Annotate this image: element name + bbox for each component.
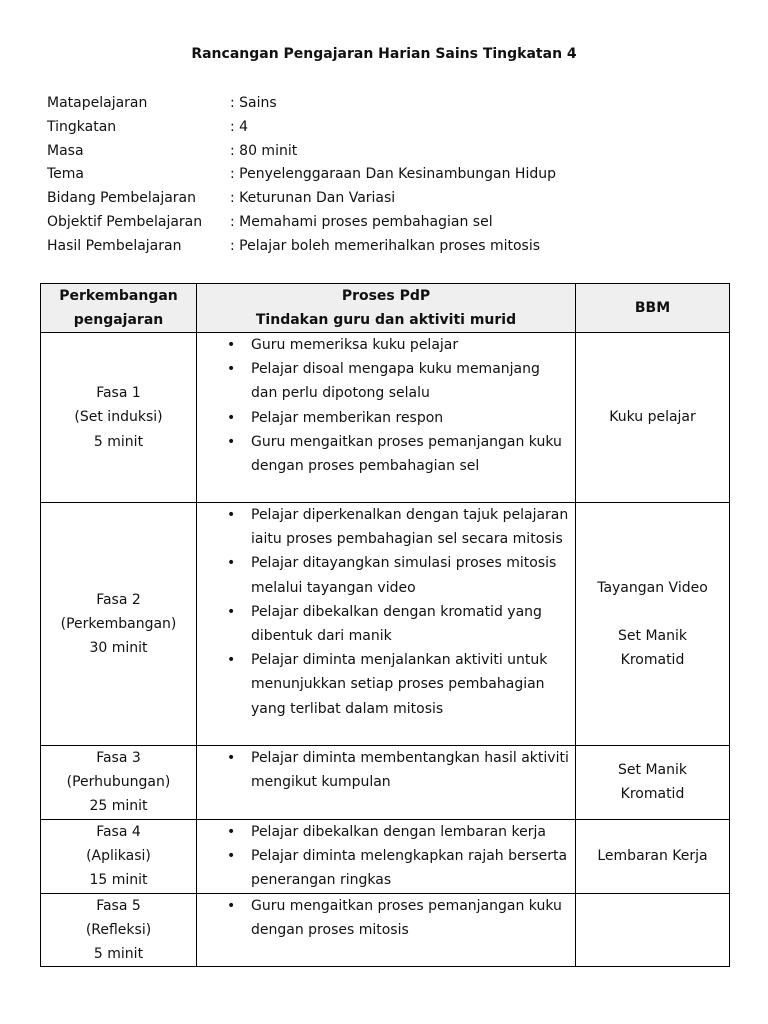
info-label: Masa bbox=[47, 142, 84, 159]
document-title: Rancangan Pengajaran Harian Sains Tingkatan 4 bbox=[191, 46, 577, 62]
bbm-text: Tayangan Video bbox=[597, 579, 708, 596]
list-item: • Pelajar diperkenalkan dengan tajuk pelajaran iaitu proses pembahagian sel secara mitosis bbox=[227, 503, 569, 551]
activities-cell bbox=[197, 893, 576, 967]
bbm-text: Set Manik bbox=[618, 627, 687, 644]
info-value: : Penyelenggaraan Dan Kesinambungan Hidup bbox=[230, 166, 556, 183]
activity-list bbox=[227, 746, 569, 794]
phase-name: Fasa 3 bbox=[96, 750, 141, 766]
phase-cell bbox=[41, 333, 197, 503]
header-process bbox=[197, 284, 576, 333]
phase-time: 15 minit bbox=[89, 872, 148, 889]
header-development bbox=[41, 284, 197, 333]
info-label: Tema bbox=[47, 166, 85, 183]
info-value: : 4 bbox=[230, 118, 249, 135]
phase-stage: (Perhubungan) bbox=[66, 774, 171, 791]
table-row bbox=[41, 819, 730, 893]
table-row bbox=[41, 893, 730, 967]
info-label: Objektif Pembelajaran bbox=[47, 213, 203, 230]
info-row-outcome bbox=[47, 235, 556, 259]
phase-stage: (Aplikasi) bbox=[86, 848, 151, 864]
list-item: • Pelajar diminta melengkapkan rajah berserta penerangan ringkas bbox=[227, 844, 569, 892]
bbm-text: Kromatid bbox=[620, 786, 685, 803]
info-value: : Pelajar boleh memerihalkan proses mitosis bbox=[230, 237, 541, 254]
activity-list bbox=[227, 894, 569, 942]
table-row bbox=[41, 503, 730, 746]
phase-name: Fasa 5 bbox=[96, 897, 141, 914]
phase-stage: (Set induksi) bbox=[74, 409, 163, 426]
phase-time: 25 minit bbox=[89, 798, 148, 815]
phase-cell bbox=[41, 893, 197, 967]
list-item: • Pelajar memberikan respon bbox=[227, 406, 569, 430]
info-row-duration bbox=[47, 140, 556, 164]
phase-name: Fasa 4 bbox=[96, 823, 141, 840]
bbm-cell bbox=[576, 333, 730, 503]
bbm-text: Lembaran Kerja bbox=[597, 848, 708, 864]
activities-cell bbox=[197, 333, 576, 503]
header-text: Perkembangan bbox=[59, 288, 178, 304]
list-item: • Pelajar dibekalkan dengan kromatid yang dibentuk dari manik bbox=[227, 600, 569, 648]
table-row bbox=[41, 333, 730, 503]
info-label: Bidang Pembelajaran bbox=[47, 190, 197, 207]
header-text: Tindakan guru dan aktiviti murid bbox=[255, 312, 517, 328]
info-row-form bbox=[47, 116, 556, 140]
bbm-text: Kuku pelajar bbox=[609, 409, 696, 426]
info-row-learning-area bbox=[47, 187, 556, 211]
list-item: • Guru memeriksa kuku pelajar bbox=[227, 333, 569, 357]
list-item: • Pelajar dibekalkan dengan lembaran kerja bbox=[227, 820, 569, 844]
list-item: • Pelajar diminta membentangkan hasil aktiviti mengikut kumpulan bbox=[227, 746, 569, 794]
phase-time: 5 minit bbox=[93, 433, 144, 450]
activities-cell bbox=[197, 503, 576, 746]
phase-name: Fasa 1 bbox=[96, 385, 141, 402]
info-row-theme bbox=[47, 163, 556, 187]
list-item: • Guru mengaitkan proses pemanjangan kuku dengan proses mitosis bbox=[227, 894, 569, 942]
bbm-cell bbox=[576, 746, 730, 820]
bbm-text: Kromatid bbox=[620, 652, 685, 669]
info-label: Matapelajaran bbox=[47, 95, 148, 111]
info-value: : 80 minit bbox=[230, 142, 298, 159]
table-header-row bbox=[41, 284, 730, 333]
activity-list bbox=[227, 820, 569, 893]
bbm-cell bbox=[576, 819, 730, 893]
list-item: • Pelajar diminta menjalankan aktiviti untuk menunjukkan setiap proses pembahagian yang terlibat dalam mitosis bbox=[227, 648, 569, 721]
phase-cell bbox=[41, 746, 197, 820]
info-row-subject bbox=[47, 92, 556, 116]
bbm-spacer bbox=[576, 600, 729, 624]
info-label: Tingkatan bbox=[47, 118, 117, 135]
bbm-text: Set Manik bbox=[618, 762, 687, 779]
list-item: • Guru mengaitkan proses pemanjangan kuku dengan proses pembahagian sel bbox=[227, 430, 569, 478]
phase-stage: (Refleksi) bbox=[85, 921, 152, 938]
phase-time: 5 minit bbox=[93, 946, 144, 963]
info-label: Hasil Pembelajaran bbox=[47, 237, 182, 254]
bbm-cell bbox=[576, 503, 730, 746]
phase-cell bbox=[41, 503, 197, 746]
list-item: • Pelajar ditayangkan simulasi proses mitosis melalui tayangan video bbox=[227, 551, 569, 599]
phase-name: Fasa 2 bbox=[96, 591, 141, 608]
info-row-objective bbox=[47, 211, 556, 235]
info-value: : Sains bbox=[230, 95, 277, 111]
info-value: : Keturunan Dan Variasi bbox=[230, 190, 396, 207]
bbm-cell bbox=[576, 893, 730, 967]
table-row bbox=[41, 746, 730, 820]
activity-list bbox=[227, 503, 569, 721]
lesson-plan-table bbox=[40, 283, 730, 967]
header-bbm: BBM bbox=[576, 284, 730, 333]
lesson-info bbox=[47, 92, 556, 259]
info-value: : Memahami proses pembahagian sel bbox=[230, 213, 493, 230]
activities-cell bbox=[197, 819, 576, 893]
header-text: Proses PdP bbox=[341, 288, 431, 304]
list-item: • Pelajar disoal mengapa kuku memanjang dan perlu dipotong selalu bbox=[227, 357, 569, 405]
header-text: pengajaran bbox=[73, 312, 164, 328]
activities-cell bbox=[197, 746, 576, 820]
phase-stage: (Perkembangan) bbox=[60, 615, 177, 632]
phase-cell bbox=[41, 819, 197, 893]
phase-time: 30 minit bbox=[89, 640, 148, 657]
activity-list bbox=[227, 333, 569, 478]
